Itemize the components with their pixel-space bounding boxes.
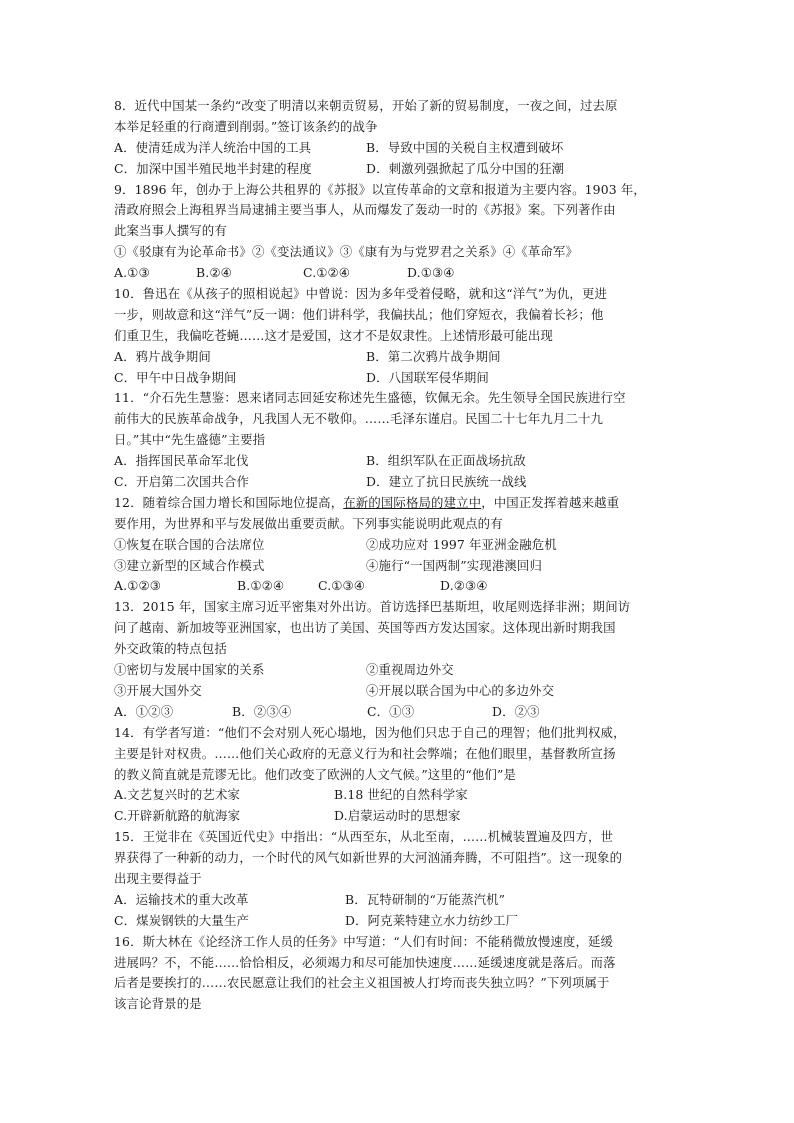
option-d: D.②③④ [440,578,488,594]
question-text: 问了越南、新加坡等亚洲国家，也出访了美国、英国等西方发达国家。这体现出新时期我国 [114,620,616,636]
option-a: A.文艺复兴时的艺术家 [114,787,241,803]
option-c: C．开启第二次国共合作 [114,474,250,490]
question-text: 14．有学者写道：“他们不会对别人死心塌地，因为他们只忠于自己的理智；他们批判权威， [114,724,626,740]
question-text: 一步，则故意和这“洋气”反一调：他们讲科学，我偏扶乩；他们穿短衣，我偏着长衫；他 [114,306,604,322]
option-d: D．②③ [492,703,540,719]
option-row [114,472,686,493]
question-text: 11．“介石先生慧鉴：恩来诸同志回延安称述先生盛德，钦佩无余。先生领导全国民族进行空 [114,390,626,406]
option-a: A．①②③ [114,703,174,719]
question-text: 10．鲁迅在《从孩子的照相说起》中曾说：因为多年受着侵略，就和这“洋气”为仇，更进 [114,286,608,302]
option-d: D.①③④ [407,265,455,281]
question-text: 日。”其中“先生盛德”主要指 [114,432,266,448]
option-row [114,576,686,597]
question-text: 本举足轻重的行商遭到削弱。”签订该条约的战争 [114,118,378,134]
option-b: B．导致中国的关税自主权遭到破坏 [366,139,564,155]
statement-2: ②重视周边外交 [366,662,454,678]
option-row [114,911,686,932]
option-a: A．使清廷成为洋人统治中国的工具 [114,139,312,155]
option-d: D．阿克莱特建立水力纺纱工厂 [345,912,519,928]
question-13 [114,597,686,722]
question-text: 前伟大的民族革命战争，凡我国人无不敬仰。……毛泽东谨启。民国二十七年九月二十九 [114,411,604,427]
option-b: B.②④ [196,265,232,281]
underlined-text: 在新的国际格局的建立中 [343,494,482,510]
option-b: B.①②④ [237,578,285,594]
statement-row [114,556,686,577]
option-b: B．第二次鸦片战争期间 [366,348,501,364]
text-segment: ，中国正发挥着越来越重 [481,494,620,510]
question-8 [114,96,686,180]
question-text: 们重卫生，我偏吃苍蝇……这才是爱国，这才不是奴隶性。上述情形最可能出现 [114,327,553,343]
question-text: 16．斯大林在《论经济工作人员的任务》中写道：“人们有时间：不能稍微放慢速度，延缓 [114,933,614,949]
question-11 [114,388,686,492]
option-b: B．瓦特研制的“万能蒸汽机” [345,891,506,907]
option-d: D.启蒙运动时的思想家 [334,808,461,824]
question-text [114,493,686,514]
question-16 [114,932,686,1016]
option-row [114,138,686,159]
statement-row [114,681,686,702]
option-c: C．加深中国半殖民地半封建的程度 [114,160,312,176]
option-c: C.①③④ [318,578,366,594]
question-text: 出现主要得益于 [114,870,202,886]
question-text: 界获得了一种新的动力，一个时代的风气如新世界的大河汹涌奔腾，不可阻挡”。这一现象的 [114,850,623,866]
option-row [114,785,686,806]
option-b: B．组织军队在正面战场抗敌 [366,453,526,469]
statement-4: ④开展以联合国为中心的多边外交 [366,682,555,698]
option-row [114,451,686,472]
option-d: D．建立了抗日民族统一战线 [366,474,527,490]
statement-row [114,535,686,556]
option-d: D．八国联军侵华期间 [366,369,489,385]
question-14 [114,723,686,827]
question-text: 该言论背景的是 [114,996,202,1012]
option-c: C.①②④ [303,265,351,281]
statement-3: ③建立新型的区域合作模式 [114,557,265,573]
option-a: A.①②③ [114,578,161,594]
option-a: A.①③ [114,265,150,281]
option-row [114,159,686,180]
option-row [114,702,686,723]
question-text: 进展吗？不，不能……恰恰相反，必须竭力和尽可能加快速度……延缓速度就是落后。而落 [114,954,616,970]
option-a: A．指挥国民革命军北伐 [114,453,249,469]
option-d: D．刺激列强掀起了瓜分中国的狂潮 [366,160,565,176]
option-c: C．甲午中日战争期间 [114,369,237,385]
question-text: 主要是针对权贵。……他们关心政府的无意义行为和社会弊端；在他们眼里，基督教所宣扬 [114,745,616,761]
question-text: 13．2015 年，国家主席习近平密集对外出访。首访选择巴基斯坦，收尾则选择非洲；期间访 [114,599,631,615]
option-row [114,890,686,911]
question-text: 后者是要挨打的……农民愿意让我们的社会主义祖国被人打垮而丧失独立吗？”下列项属于 [114,975,610,991]
question-text: 的教义简直就是荒谬无比。他们改变了欧洲的人文气候。”这里的“他们”是 [114,766,517,782]
question-text: 要作用，为世界和平与发展做出重要贡献。下列事实能说明此观点的有 [114,515,503,531]
statement-4: ④施行“一国两制”实现港澳回归 [366,557,542,573]
option-a: A．鸦片战争期间 [114,348,211,364]
question-10 [114,284,686,388]
option-row [114,347,686,368]
question-12 [114,493,686,597]
statement-1: ①恢复在联合国的合法席位 [114,536,265,552]
option-c: C.开辟新航路的航海家 [114,808,241,824]
question-text: 15．王觉非在《英国近代史》中指出：“从西至东，从北至南，……机械装置遍及四方，世 [114,829,614,845]
option-a: A．运输技术的重大改革 [114,891,249,907]
question-text: 8．近代中国某一条约“改变了明清以来朝贡贸易，开始了新的贸易制度，一夜之间，过去原 [114,98,618,113]
question-text: 此案当事人撰写的有 [114,223,227,239]
question-15 [114,827,686,931]
option-row [114,263,686,284]
statement-2: ②成功应对 1997 年亚洲金融危机 [366,536,557,552]
exam-page [114,96,686,1015]
question-items: ①《驳康有为论革命书》②《变法通议》③《康有为与党罗君之关系》④《革命军》 [114,244,579,260]
option-c: C．煤炭钢铁的大量生产 [114,912,250,928]
statement-1: ①密切与发展中国家的关系 [114,662,265,678]
question-9 [114,180,686,284]
option-row [114,806,686,827]
question-text: 9．1896 年，创办于上海公共租界的《苏报》以宣传革命的文章和报道为主要内容。1903 年， [114,181,646,197]
option-b: B．②③④ [232,703,292,719]
option-row [114,368,686,389]
option-c: C．①③ [367,703,415,719]
text-segment: 12．随着综合国力增长和国际地位提高， [114,494,344,510]
question-text: 外交政策的特点包括 [114,641,227,657]
option-b: B.18 世纪的自然科学家 [334,787,468,803]
statement-row [114,660,686,681]
statement-3: ③开展大国外交 [114,682,202,698]
question-text: 清政府照会上海租界当局逮捕主要当事人，从而爆发了轰动一时的《苏报》案。下列著作由 [114,202,616,218]
